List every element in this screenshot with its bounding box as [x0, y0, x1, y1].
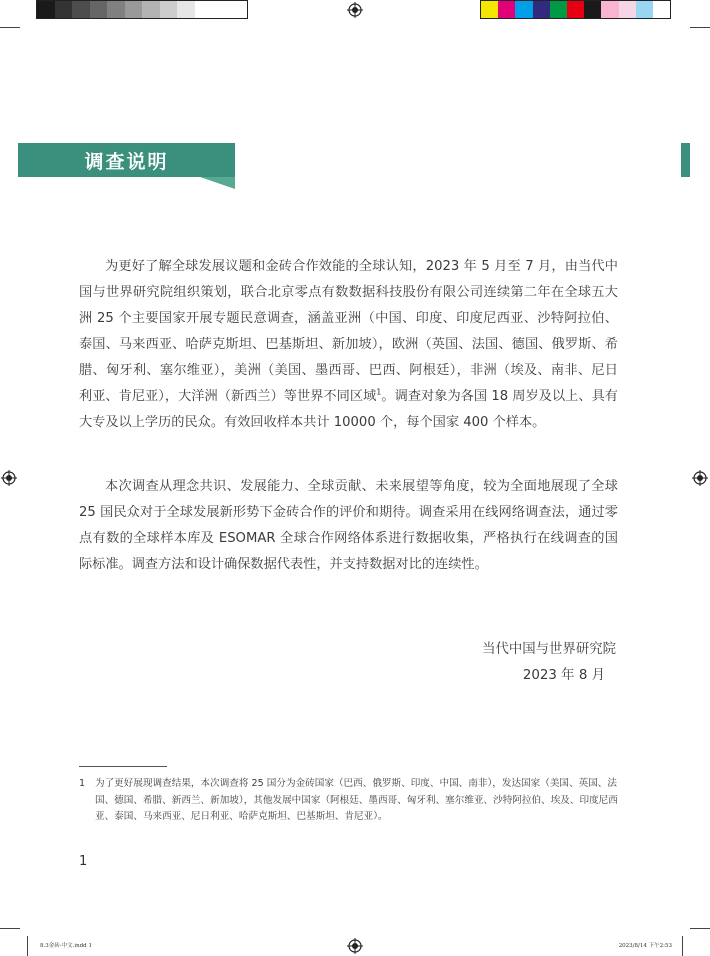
registration-mark-icon [347, 938, 363, 954]
crop-mark [27, 936, 28, 956]
side-tab-marker [681, 143, 690, 177]
section-header-band [18, 143, 235, 177]
paragraph-1-text-end: 。调查对象为各国 18 周岁及以上、具有大专及以上学历的民众。有效回收样本共计 10000 个，每个国家 400 个样本。 [79, 389, 618, 430]
gray-swatch [177, 1, 195, 18]
slug-filename: 8.3金砖-中文.indd 1 [40, 943, 92, 949]
registration-mark-icon [347, 2, 363, 18]
color-swatch [601, 1, 618, 18]
footnote-reference: 1 [376, 387, 382, 397]
color-swatch [550, 1, 567, 18]
color-swatch [481, 1, 498, 18]
page-number: 1 [79, 854, 88, 869]
gray-swatch [55, 1, 73, 18]
gray-calibration-bar [36, 0, 248, 19]
gray-swatch [107, 1, 125, 18]
crop-mark [0, 928, 20, 929]
gray-swatch [195, 1, 213, 18]
signature-organization: 当代中国与世界研究院 [482, 642, 616, 657]
color-swatch [619, 1, 636, 18]
crop-mark [682, 936, 683, 956]
section-header-tail [200, 177, 235, 189]
signature-date: 2023 年 8 月 [522, 668, 605, 683]
gray-swatch [212, 1, 230, 18]
color-swatch [636, 1, 653, 18]
gray-swatch [72, 1, 90, 18]
color-calibration-bar [480, 0, 671, 19]
gray-swatch [230, 1, 248, 18]
gray-swatch [142, 1, 160, 18]
color-swatch [653, 1, 670, 18]
crop-mark [690, 27, 710, 28]
color-swatch [584, 1, 601, 18]
registration-mark-icon [1, 470, 17, 486]
paragraph-1-text: 为更好了解全球发展议题和金砖合作效能的全球认知，2023 年 5 月至 7 月，由当代中国与世界研究院组织策划，联合北京零点有数数据科技股份有限公司连续第二年在全球五大洲 25 个主要国家开展专题民意调查，涵盖亚洲（中国、印度、印度尼西亚、沙特阿拉伯、泰国、马来西亚、哈萨克斯坦、巴基斯坦、新加坡），欧洲（英国、法国、德国、俄罗斯、希腊、匈牙利、塞尔维亚），美洲（美国、墨西哥、巴西、阿根廷），非洲（埃及、南非、尼日利亚、肯尼亚），大洋洲（新西兰）等世界不同区域 [79, 259, 618, 404]
footnote-divider [79, 766, 167, 767]
paragraph-2: 本次调查从理念共识、发展能力、全球贡献、未来展望等角度，较为全面地展现了全球 25 国民众对于全球发展新形势下金砖合作的评价和期待。调查采用在线网络调查法，通过零点有数的全球样本库及 ESOMAR 全球合作网络体系进行数据收集，严格执行在线调查的国际标准。调查方法和设计确保数据代表性，并支持数据对比的连续性。 [79, 479, 618, 572]
footnote [79, 776, 619, 826]
paragraph-1 [79, 254, 618, 436]
color-swatch [567, 1, 584, 18]
slug-timestamp: 2023/8/14 下午2:53 [618, 943, 672, 949]
section-title: 调查说明 [84, 150, 169, 173]
gray-swatch [90, 1, 108, 18]
crop-mark [0, 27, 20, 28]
footnote-number: 1 [79, 778, 86, 789]
color-swatch [533, 1, 550, 18]
gray-swatch [125, 1, 143, 18]
gray-swatch [160, 1, 178, 18]
gray-swatch [37, 1, 55, 18]
color-swatch [515, 1, 532, 18]
registration-mark-icon [692, 470, 708, 486]
crop-mark [690, 928, 710, 929]
footnote-text: 为了更好展现调查结果，本次调查将 25 国分为金砖国家（巴西、俄罗斯、印度、中国、南非），发达国家（美国、英国、法国、德国、希腊、新西兰、新加坡），其他发展中国家（阿根廷、墨西哥、匈牙利、塞尔维亚、沙特阿拉伯、埃及、印度尼西亚、泰国、马来西亚、尼日利亚、哈萨克斯坦、巴基斯坦、肯尼亚）。 [95, 778, 618, 822]
color-swatch [498, 1, 515, 18]
